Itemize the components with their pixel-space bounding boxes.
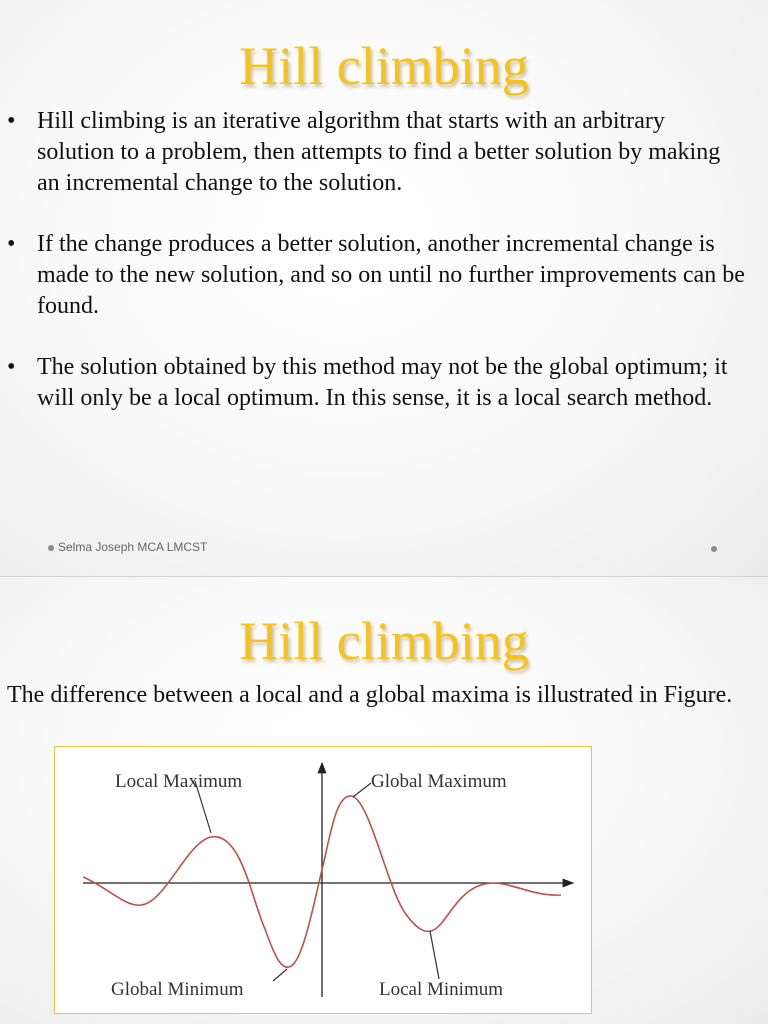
local-maximum-label: Local Maximum — [115, 771, 243, 792]
slide-title: Hill climbing — [239, 36, 529, 96]
slide-2 — [0, 577, 768, 1024]
footer-author: Selma Joseph MCA LMCST — [58, 540, 208, 554]
bullet-text: If the change produces a better solution, another incremental change is made to the new solution, and so on until no further improvements can be found. — [37, 231, 745, 319]
global-minimum-pointer — [273, 969, 287, 981]
global-minimum-label: Global Minimum — [111, 979, 244, 1000]
maxima-diagram — [55, 747, 593, 1015]
local-minimum-pointer — [430, 931, 439, 979]
bullet-text: Hill climbing is an iterative algorithm that starts with an arbitrary solution to a problem, then attempts to find a better solution by making an incremental change to the solution. — [37, 108, 721, 196]
maxima-figure — [54, 746, 592, 1014]
bullet-item — [7, 106, 747, 199]
global-maximum-pointer — [353, 783, 371, 797]
slide-title: Hill climbing — [239, 611, 529, 671]
local-minimum-label: Local Minimum — [379, 979, 504, 1000]
bullet-icon: • — [7, 108, 16, 134]
bullet-list — [7, 106, 747, 444]
global-maximum-label: Global Maximum — [371, 771, 507, 792]
intro-text: The difference between a local and a global maxima is illustrated in Figure. — [7, 682, 733, 708]
footer-dot-icon — [48, 545, 54, 551]
bullet-item — [7, 229, 747, 322]
bullet-item — [7, 352, 747, 414]
bullet-icon: • — [7, 354, 16, 380]
bullet-icon: • — [7, 231, 16, 257]
page-dot-icon — [711, 546, 717, 552]
slide-footer — [48, 540, 207, 554]
bullet-text: The solution obtained by this method may not be the global optimum; it will only be a local optimum. In this sense, it is a local search method. — [37, 354, 728, 411]
